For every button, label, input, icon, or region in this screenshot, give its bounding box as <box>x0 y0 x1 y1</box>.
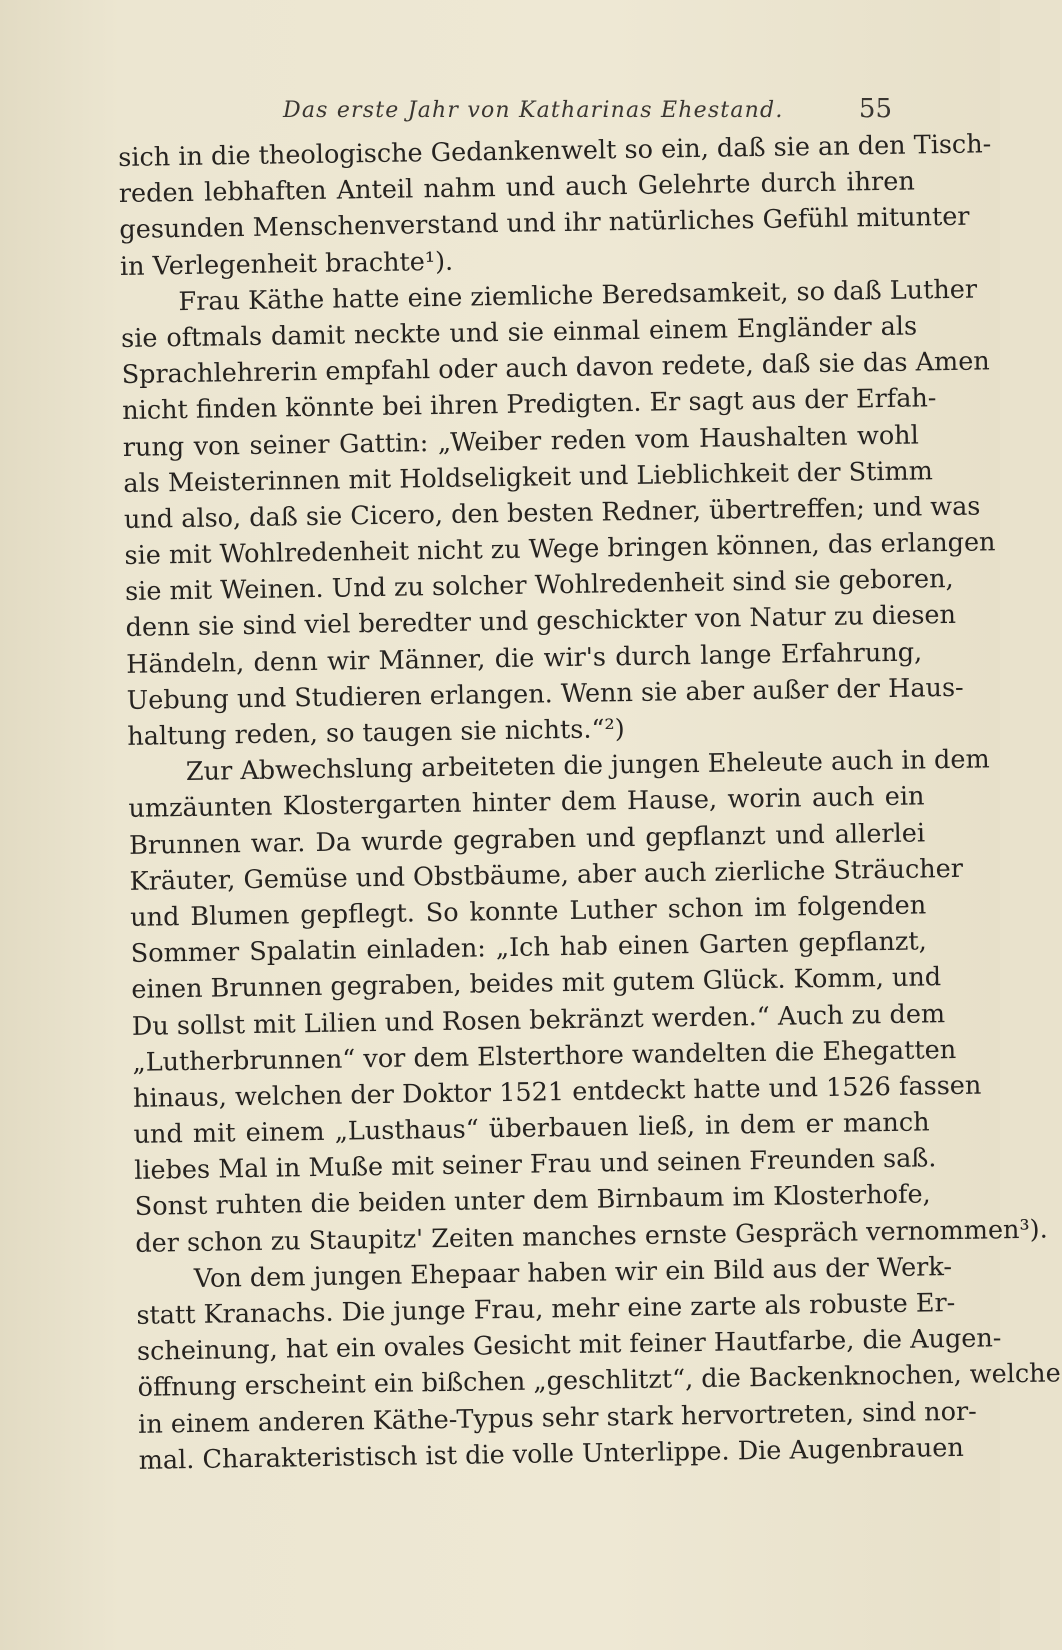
text-line: sie mit Weinen. Und zu solcher Wohlredenheit sind sie geboren, <box>124 564 954 608</box>
text-line: in Verlegenheit brachte¹). <box>119 246 454 282</box>
body-text <box>118 127 1061 1478</box>
text-line: mal. Charakteristisch ist die volle Unterlippe. Die Augenbrauen <box>138 1432 965 1476</box>
text-line: nicht finden könnte bei ihren Predigten. Er sagt aus der Erfah- <box>122 383 937 427</box>
running-header <box>118 94 898 134</box>
text-line: Uebung und Studieren erlangen. Wenn sie aber außer der Haus- <box>126 672 964 716</box>
text-line: und Blumen gepflegt. So konnte Luther schon im folgenden <box>129 890 927 933</box>
running-title: Das erste Jahr von Katharinas Ehestand. <box>283 98 784 123</box>
page-number: 55 <box>858 94 892 124</box>
text-line: umzäunten Klostergarten hinter dem Hause, worin auch ein <box>128 781 925 825</box>
text-line: Sprachlehrerin empfahl oder auch davon redete, daß sie das Amen <box>121 346 990 391</box>
text-line: liebes Mal in Muße mit seiner Frau und seinen Freunden saß. <box>133 1143 937 1187</box>
text-line: statt Kranachs. Die junge Frau, mehr eine zarte als robuste Er- <box>136 1287 956 1331</box>
text-line: denn sie sind viel beredter und geschickter von Natur zu diesen <box>125 600 957 644</box>
text-line: sie oftmals damit neckte und sie einmal einem Engländer als <box>120 311 918 354</box>
text-line: und mit einem „Lusthaus“ überbauen ließ, in dem er manch <box>133 1107 930 1150</box>
text-line: sie mit Wohlredenheit nicht zu Wege bringen können, das erlangen <box>124 527 996 572</box>
text-line: Sommer Spalatin einladen: „Ich hab einen Garten gepflanzt, <box>130 926 927 970</box>
text-line: Händeln, denn wir Männer, die wir's durch lange Erfahrung, <box>126 637 923 680</box>
text-line: der schon zu Staupitz' Zeiten manches ernste Gespräch vernommen³). <box>135 1214 1048 1259</box>
text-line: hinaus, welchen der Doktor 1521 entdeckt hatte und 1526 fassen <box>132 1070 982 1114</box>
text-line: gesunden Menschenverstand und ihr natürliches Gefühl mitunter <box>119 202 970 246</box>
text-line: Frau Käthe hatte eine ziemliche Beredsamkeit, so daß Luther <box>178 274 978 317</box>
text-line: und also, daß sie Cicero, den besten Redner, übertreffen; und was <box>123 491 981 535</box>
text-line: rung von seiner Gattin: „Weiber reden vom Haushalten wohl <box>122 419 919 463</box>
text-line: Von dem jungen Ehepaar haben wir ein Bild aus der Werk- <box>193 1251 953 1294</box>
text-line: als Meisterinnen mit Holdseligkeit und Lieblichkeit der Stimm <box>123 455 934 499</box>
text-line: haltung reden, so taugen sie nichts.“²) <box>127 714 625 752</box>
text-line: Brunnen war. Da wurde gegraben und gepflanzt und allerlei <box>128 817 926 861</box>
text-line: sich in die theologische Gedankenwelt so ein, daß sie an den Tisch- <box>118 129 992 173</box>
text-line: einen Brunnen gegraben, beides mit gutem Glück. Komm, und <box>131 962 942 1006</box>
text-line: reden lebhaften Anteil nahm und auch Gelehrte durch ihren <box>118 166 915 210</box>
text-line: öffnung erscheint ein bißchen „geschlitzt“, die Backenknochen, welche <box>137 1358 1061 1404</box>
text-line: in einem anderen Käthe-Typus sehr stark hervortreten, sind nor- <box>137 1396 977 1440</box>
text-line: Sonst ruhten die beiden unter dem Birnbaum im Klosterhofe, <box>134 1179 931 1223</box>
text-line: Zur Abwechslung arbeiteten die jungen Eheleute auch in dem <box>185 744 990 788</box>
text-line: „Lutherbrunnen“ vor dem Elsterthore wandelten die Ehegatten <box>132 1034 957 1078</box>
text-line: scheinung, hat ein ovales Gesicht mit feiner Hautfarbe, die Augen- <box>136 1323 1002 1368</box>
text-line: Kräuter, Gemüse und Obstbäume, aber auch zierliche Sträucher <box>129 853 964 897</box>
text-line: Du sollst mit Lilien und Rosen bekränzt werden.“ Auch zu dem <box>131 998 946 1042</box>
